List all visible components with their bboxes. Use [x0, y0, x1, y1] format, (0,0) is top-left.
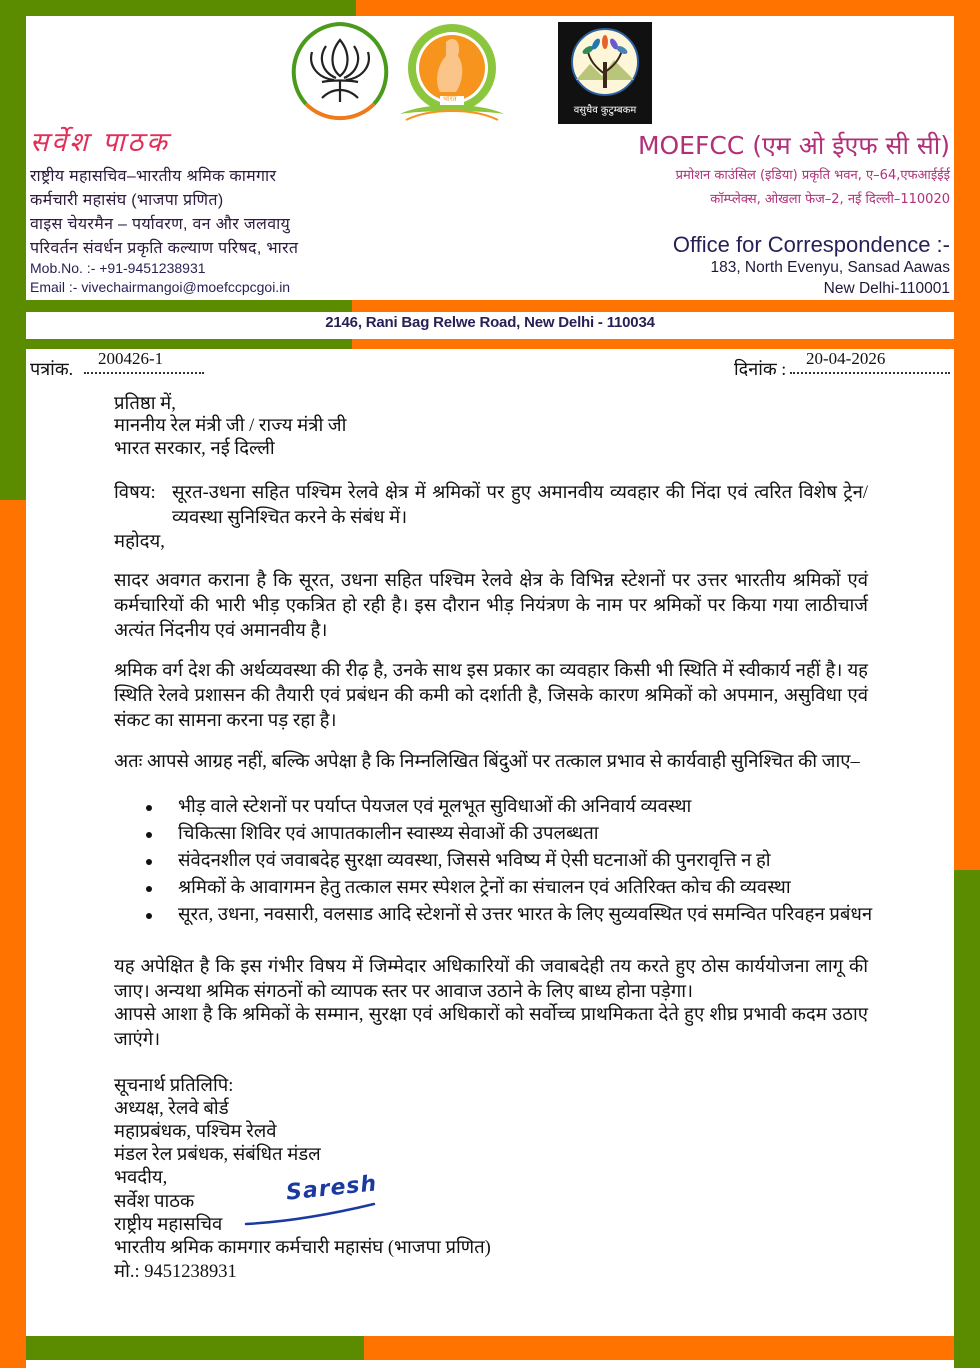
bullet-icon: [146, 805, 152, 811]
paragraph-2: श्रमिक वर्ग देश की अर्थव्यवस्था की रीढ़ है, उनके साथ इस प्रकार का व्यवहार किसी भी स्थिति में स्वीकार्य नहीं है। यह स्थिति रेलवे प्रशासन की तैयारी एवं प्रबंधन की कमी को दर्शाती है, जिसके कारण श्रमिकों को अपमान, असुविधा एवं संकट का सामना करना पड़ रहा है।: [114, 661, 868, 731]
reference-label: पत्रांक.: [30, 359, 74, 379]
demand-point: [146, 794, 872, 821]
cc-item: अध्यक्ष, रेलवे बोर्ड: [114, 1099, 229, 1119]
subject-label: विषय:: [114, 483, 156, 503]
lotus-icon: [286, 20, 394, 122]
org-address-line-1: प्रमोशन काउंसिल (इडिया) प्रकृति भवन, ए–64,एफआईईई: [675, 168, 950, 183]
party-lotus-logo: [286, 20, 394, 122]
frame-left-green: [0, 0, 26, 500]
closing-paragraph-2: आपसे आशा है कि श्रमिकों के सम्मान, सुरक्षा एवं अधिकारों को सर्वोच्च प्राथमिकता देते हुए शीघ्र प्रभावी कदम उठाए जाएंगे।: [114, 1005, 868, 1050]
nature-welfare-council-logo: [558, 22, 652, 124]
sender-mobile: Mob.No. :- +91-9451238931: [30, 260, 206, 276]
date-value: 20-04-2026: [806, 349, 886, 368]
union-emblem-icon: [394, 20, 510, 128]
demand-point-text: चिकित्सा शिविर एवं आपातकालीन स्वास्थ्य सेवाओं की उपलब्धता: [178, 824, 599, 844]
office-heading: Office for Correspondence :-: [672, 232, 950, 257]
salutation: महोदय,: [114, 532, 165, 552]
signatory-org: भारतीय श्रमिक कामगार कर्मचारी महासंघ (भाजपा प्रणित): [114, 1238, 491, 1258]
signature-stroke-icon: [244, 1176, 384, 1232]
divider-2-orange: [352, 339, 954, 349]
signatory-name: सर्वेश पाठक: [114, 1192, 195, 1212]
demand-point: [146, 875, 872, 902]
recipient-line-2: माननीय रेल मंत्री जी / राज्य मंत्री जी: [114, 416, 347, 436]
bullet-icon: [146, 859, 152, 865]
demand-point-text: संवेदनशील एवं जवाबदेह सुरक्षा व्यवस्था, जिससे भविष्य में ऐसी घटनाओं की पुनरावृत्ति न हो: [178, 851, 771, 871]
paragraph-3: अतः आपसे आग्रह नहीं, बल्कि अपेक्षा है कि निम्नलिखित बिंदुओं पर तत्काल प्रभाव से कार्यवाही सुनिश्चित की जाए–: [114, 752, 860, 772]
frame-bottom-green: [26, 1336, 364, 1360]
org-title: MOEFCC (एम ओ ईएफ सी सी): [637, 131, 950, 160]
sender-name-logo: सर्वेश पाठक: [30, 127, 170, 158]
sender-designation-line-2: कर्मचारी महासंघ (भाजपा प्रणित): [30, 192, 224, 209]
demand-point: [146, 821, 872, 848]
sender-designation-line-4: परिवर्तन संवर्धन प्रकृति कल्याण परिषद, भारत: [30, 240, 299, 257]
date-label: दिनांक :: [734, 359, 787, 379]
handwritten-signature: [244, 1171, 384, 1232]
sign-off: भवदीय,: [114, 1168, 168, 1188]
demand-point-text: सूरत, उधना, नवसारी, वलसाड आदि स्टेशनों से उत्तर भारत के लिए सुव्यवस्थित एवं समन्वित परिवहन प्रबंधन: [178, 905, 873, 925]
address-strip: 2146, Rani Bag Relwe Road, New Delhi - 110034: [325, 314, 655, 331]
demand-point: [146, 902, 872, 929]
recipient-line-3: भारत सरकार, नई दिल्ली: [114, 439, 275, 459]
closing-paragraph-1: यह अपेक्षित है कि इस गंभीर विषय में जिम्मेदार अधिकारियों की जवाबदेही तय करते हुए ठोस कार्ययोजना लागू की जाए। अन्यथा श्रमिक संगठनों को व्यापक स्तर पर आवाज उठाने के लिए बाध्य होना पड़ेगा।: [114, 957, 868, 1002]
signatory-title: राष्ट्रीय महासचिव: [114, 1215, 223, 1235]
tree-emblem-icon: [558, 22, 652, 102]
subject-text: सूरत-उधना सहित पश्चिम रेलवे क्षेत्र में श्रमिकों पर हुए अमानवीय व्यवहार की निंदा एवं त्वरित विशेष ट्रेन/व्यवस्था सुनिश्चित करने के संबंध में।: [172, 483, 868, 528]
cc-heading: सूचनार्थ प्रतिलिपि:: [114, 1076, 234, 1096]
frame-top-green: [0, 0, 356, 16]
org-address-line-2: कॉम्प्लेक्स, ओखला फेज–2, नई दिल्ली–110020: [710, 192, 950, 207]
frame-left-orange: [0, 500, 26, 1368]
sender-email[interactable]: Email :- vivechairmangoi@moefccpcgoi.in: [30, 279, 291, 295]
office-address-line-2: New Delhi-110001: [823, 280, 950, 297]
cc-item: महाप्रबंधक, पश्चिम रेलवे: [114, 1122, 277, 1142]
frame-right-green: [954, 870, 980, 1368]
demand-point-text: भीड़ वाले स्टेशनों पर पर्याप्त पेयजल एवं मूलभूत सुविधाओं की अनिवार्य व्यवस्था: [178, 797, 692, 817]
sender-designation-line-3: वाइस चेयरमैन – पर्यावरण, वन और जलवायु: [30, 216, 291, 233]
council-logo-motto: वसुधैव कुटुम्बकम: [573, 105, 637, 116]
sender-designation-line-1: राष्ट्रीय महासचिव–भारतीय श्रमिक कामगार: [30, 168, 277, 185]
office-address-line-1: 183, North Evenyu, Sansad Aawas: [710, 259, 950, 276]
bullet-icon: [146, 832, 152, 838]
frame-right-orange: [954, 0, 980, 870]
date-dots: [790, 372, 950, 374]
divider-1-green: [26, 300, 352, 312]
divider-2-green: [26, 339, 352, 349]
bullet-icon: [146, 886, 152, 892]
divider-1-orange: [352, 300, 954, 312]
recipient-line-1: प्रतिष्ठा में,: [114, 394, 176, 414]
demand-point-text: श्रमिकों के आवागमन हेतु तत्काल समर स्पेशल ट्रेनों का संचालन एवं अतिरिक्त कोच की व्यवस्था: [178, 878, 791, 898]
signatory-mobile: मो.: 9451238931: [114, 1262, 237, 1282]
demand-points-list: [146, 794, 872, 929]
union-logo: [394, 20, 510, 128]
reference-number: 200426-1: [98, 349, 164, 368]
frame-bottom-orange: [364, 1336, 954, 1360]
signature-text: Saresh: [284, 1171, 379, 1206]
cc-item: मंडल रेल प्रबंधक, संबंधित मंडल: [114, 1145, 321, 1165]
bullet-icon: [146, 913, 152, 919]
demand-point: [146, 848, 872, 875]
reference-dots: [84, 372, 204, 374]
frame-top-orange: [356, 0, 980, 16]
paragraph-1: सादर अवगत कराना है कि सूरत, उधना सहित पश्चिम रेलवे क्षेत्र के विभिन्न स्टेशनों पर उत्तर भारतीय श्रमिकों एवं कर्मचारियों की भारी भीड़ एकत्रित हो रही है। इस दौरान भीड़ नियंत्रण के नाम पर श्रमिकों पर किया गया लाठीचार्ज अत्यंत निंदनीय एवं अमानवीय है।: [114, 571, 868, 641]
union-logo-caption: भारत: [443, 96, 457, 103]
